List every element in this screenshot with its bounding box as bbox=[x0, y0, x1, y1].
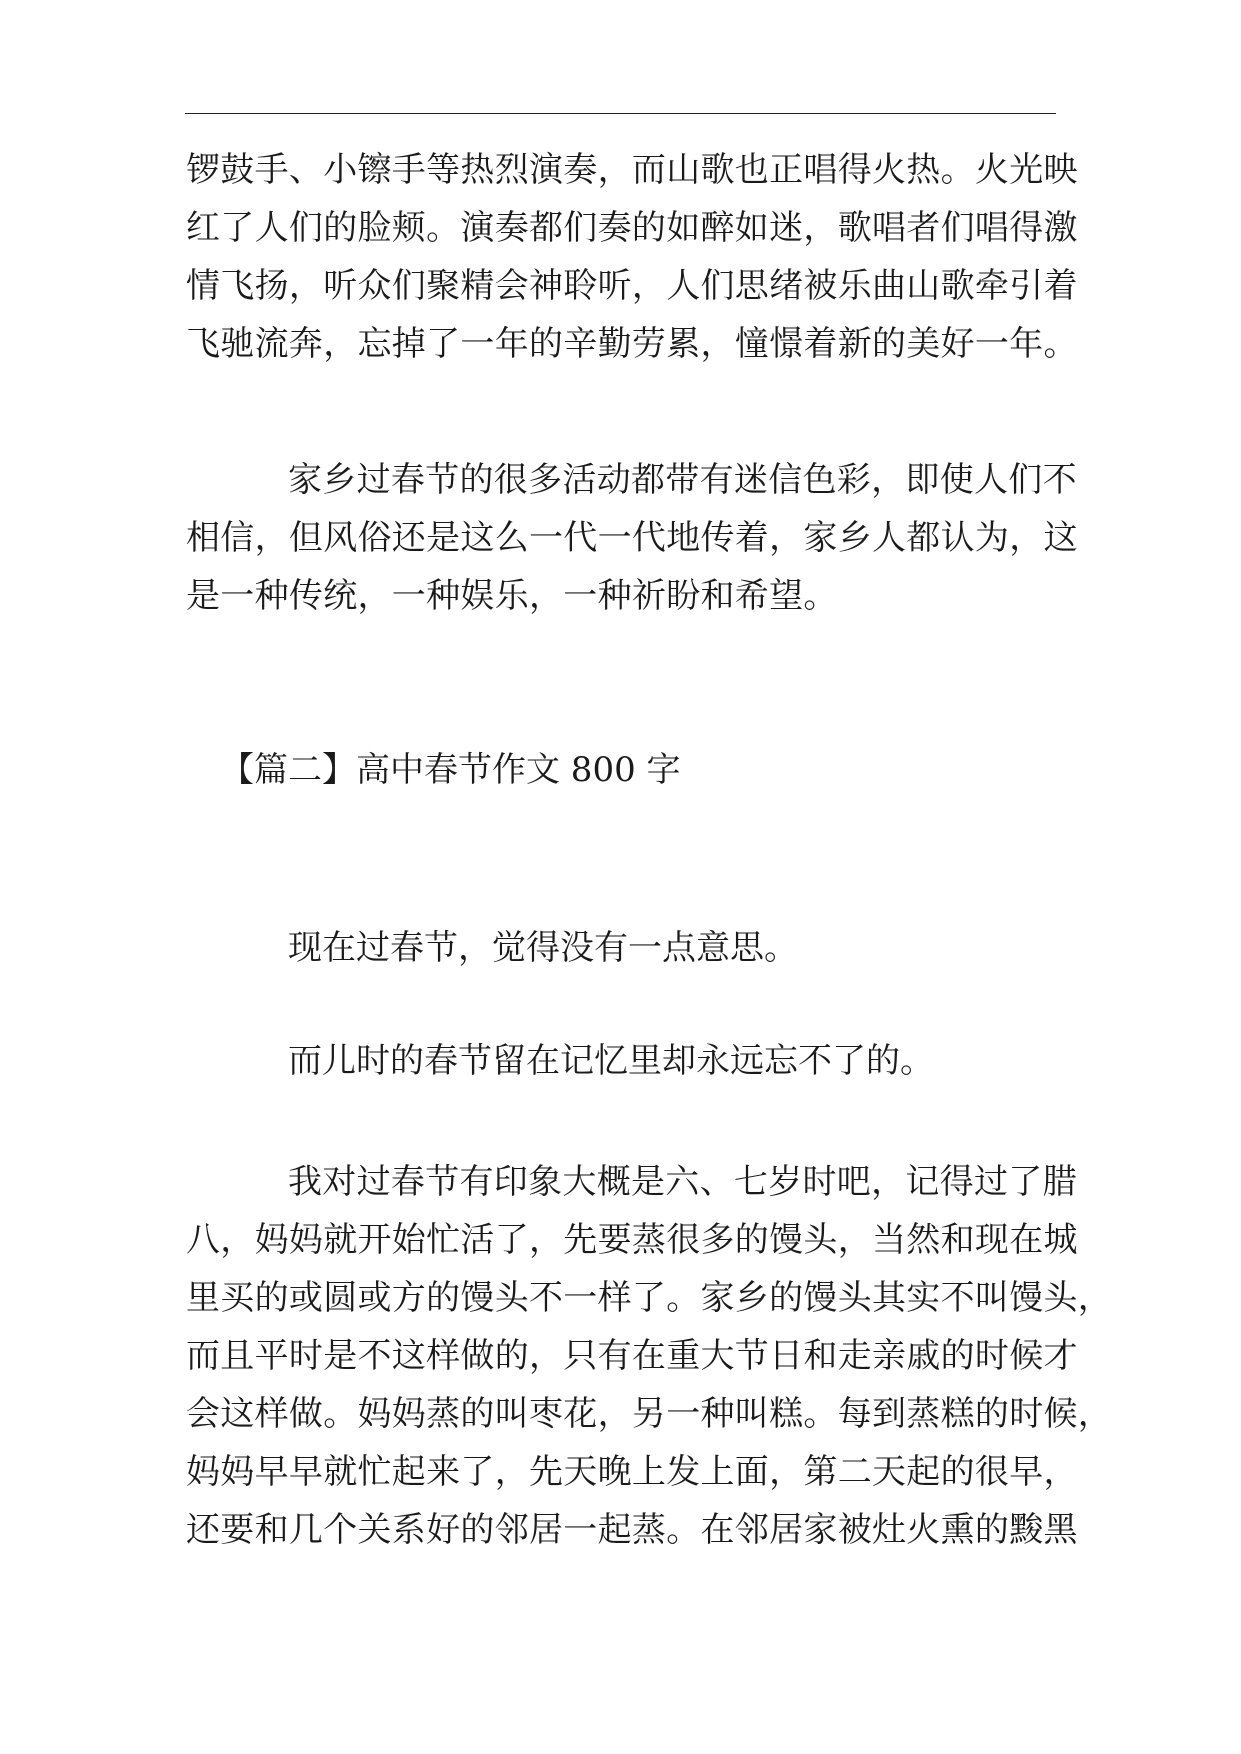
paragraph-line: 我对过春节有印象大概是六、七岁时吧，记得过了腊 bbox=[288, 1162, 1077, 1202]
paragraph-line: 里买的或圆或方的馒头不一样了。家乡的馒头其实不叫馒头， bbox=[186, 1278, 1113, 1318]
paragraph-line: 家乡过春节的很多活动都带有迷信色彩，即使人们不 bbox=[288, 460, 1077, 500]
paragraph-line: 妈妈早早就忙起来了，先天晚上发上面，第二天起的很早， bbox=[186, 1452, 1078, 1492]
section-title: 【篇二】高中春节作文 800 字 bbox=[220, 750, 681, 790]
paragraph-line: 情飞扬，听众们聚精会神聆听，人们思绪被乐曲山歌牵引着 bbox=[186, 266, 1078, 306]
paragraph-line: 相信，但风俗还是这么一代一代地传着，家乡人都认为，这 bbox=[186, 518, 1078, 558]
header-rule bbox=[185, 113, 1056, 114]
paragraph-4: 而儿时的春节留在记忆里却永远忘不了的。 bbox=[288, 1041, 934, 1081]
paragraph-5 bbox=[186, 1153, 1113, 1559]
paragraph-1 bbox=[186, 141, 1078, 373]
paragraph-line: 红了人们的脸颊。演奏都们奏的如醉如迷，歌唱者们唱得激 bbox=[186, 208, 1078, 248]
paragraph-line: 是一种传统，一种娱乐，一种祈盼和希望。 bbox=[186, 576, 838, 616]
paragraph-3: 现在过春节，觉得没有一点意思。 bbox=[288, 928, 798, 968]
paragraph-line: 会这样做。妈妈蒸的叫枣花，另一种叫糕。每到蒸糕的时候， bbox=[186, 1394, 1113, 1434]
paragraph-line: 还要和几个关系好的邻居一起蒸。在邻居家被灶火熏的黢黑 bbox=[186, 1510, 1078, 1550]
paragraph-line: 而且平时是不这样做的，只有在重大节日和走亲戚的时候才 bbox=[186, 1336, 1078, 1376]
paragraph-line: 飞驰流奔，忘掉了一年的辛勤劳累，憧憬着新的美好一年。 bbox=[186, 324, 1078, 364]
paragraph-2 bbox=[186, 451, 1078, 625]
paragraph-line: 锣鼓手、小镲手等热烈演奏，而山歌也正唱得火热。火光映 bbox=[186, 150, 1078, 190]
paragraph-line: 八，妈妈就开始忙活了，先要蒸很多的馒头，当然和现在城 bbox=[186, 1220, 1078, 1260]
